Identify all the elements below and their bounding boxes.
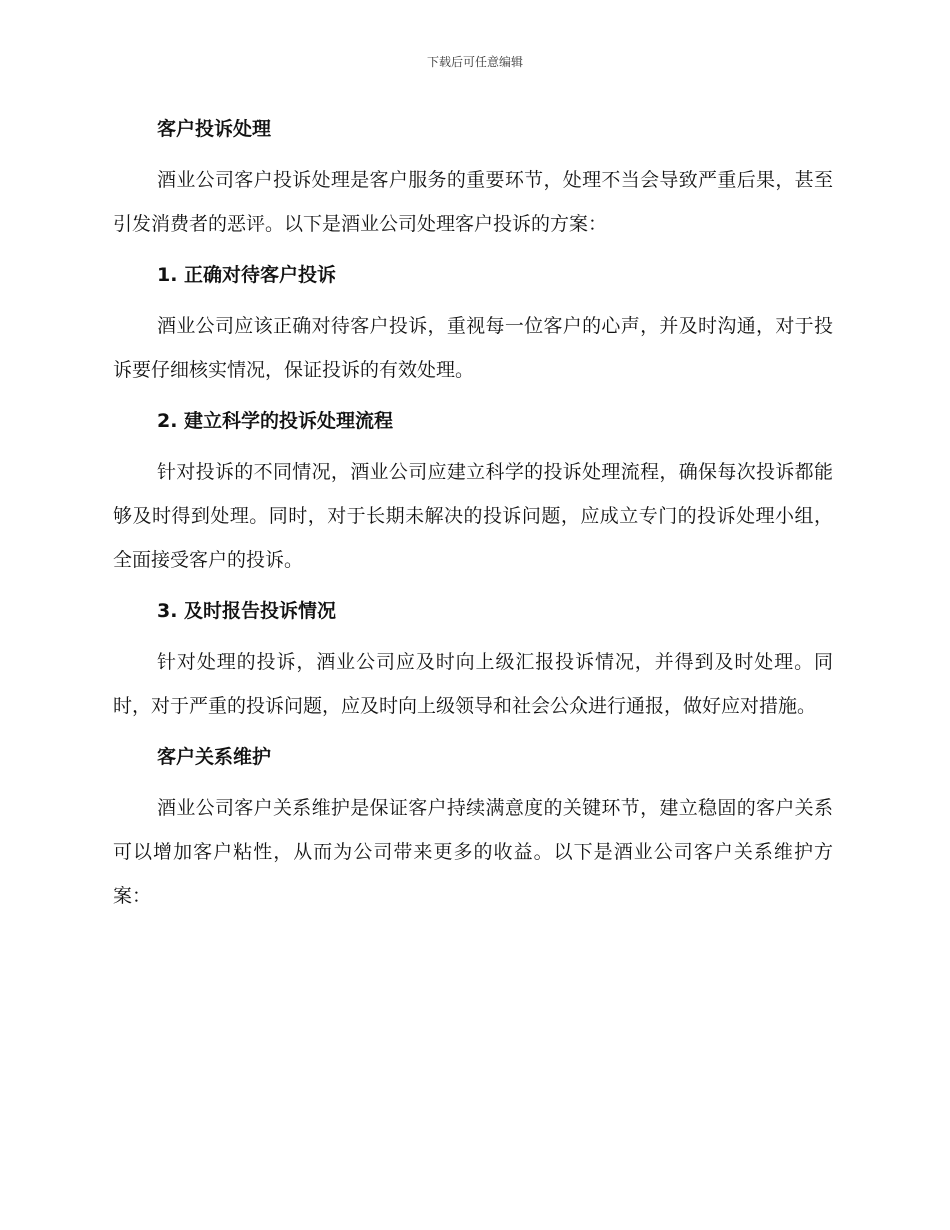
item-body-timely-report: 针对处理的投诉，酒业公司应及时向上级汇报投诉情况，并得到及时处理。同时，对于严重的投诉问题，应及时向上级领导和社会公众进行通报，做好应对措施。	[113, 651, 833, 717]
item-title-correct-attitude: 1. 正确对待客户投诉	[157, 264, 337, 286]
section-title-complaint-handling: 客户投诉处理	[157, 118, 272, 140]
item-body-correct-attitude: 酒业公司应该正确对待客户投诉，重视每一位客户的心声，并及时沟通，对于投诉要仔细核实情况，保证投诉的有效处理。	[113, 315, 833, 381]
document-body	[113, 112, 833, 918]
item-body-scientific-process: 针对投诉的不同情况，酒业公司应建立科学的投诉处理流程，确保每次投诉都能够及时得到处理。同时，对于长期未解决的投诉问题，应成立专门的投诉处理小组，全面接受客户的投诉。	[113, 461, 833, 571]
section-intro-complaint-handling: 酒业公司客户投诉处理是客户服务的重要环节，处理不当会导致严重后果，甚至引发消费者的恶评。以下是酒业公司处理客户投诉的方案：	[113, 169, 833, 235]
section-title-relationship-maintenance: 客户关系维护	[157, 746, 272, 768]
page-header-note: 下载后可任意编辑	[426, 55, 523, 69]
item-title-timely-report: 3. 及时报告投诉情况	[157, 600, 337, 622]
item-title-scientific-process: 2. 建立科学的投诉处理流程	[157, 410, 394, 432]
section-intro-relationship-maintenance: 酒业公司客户关系维护是保证客户持续满意度的关键环节，建立稳固的客户关系可以增加客户粘性，从而为公司带来更多的收益。以下是酒业公司客户关系维护方案：	[113, 797, 833, 907]
